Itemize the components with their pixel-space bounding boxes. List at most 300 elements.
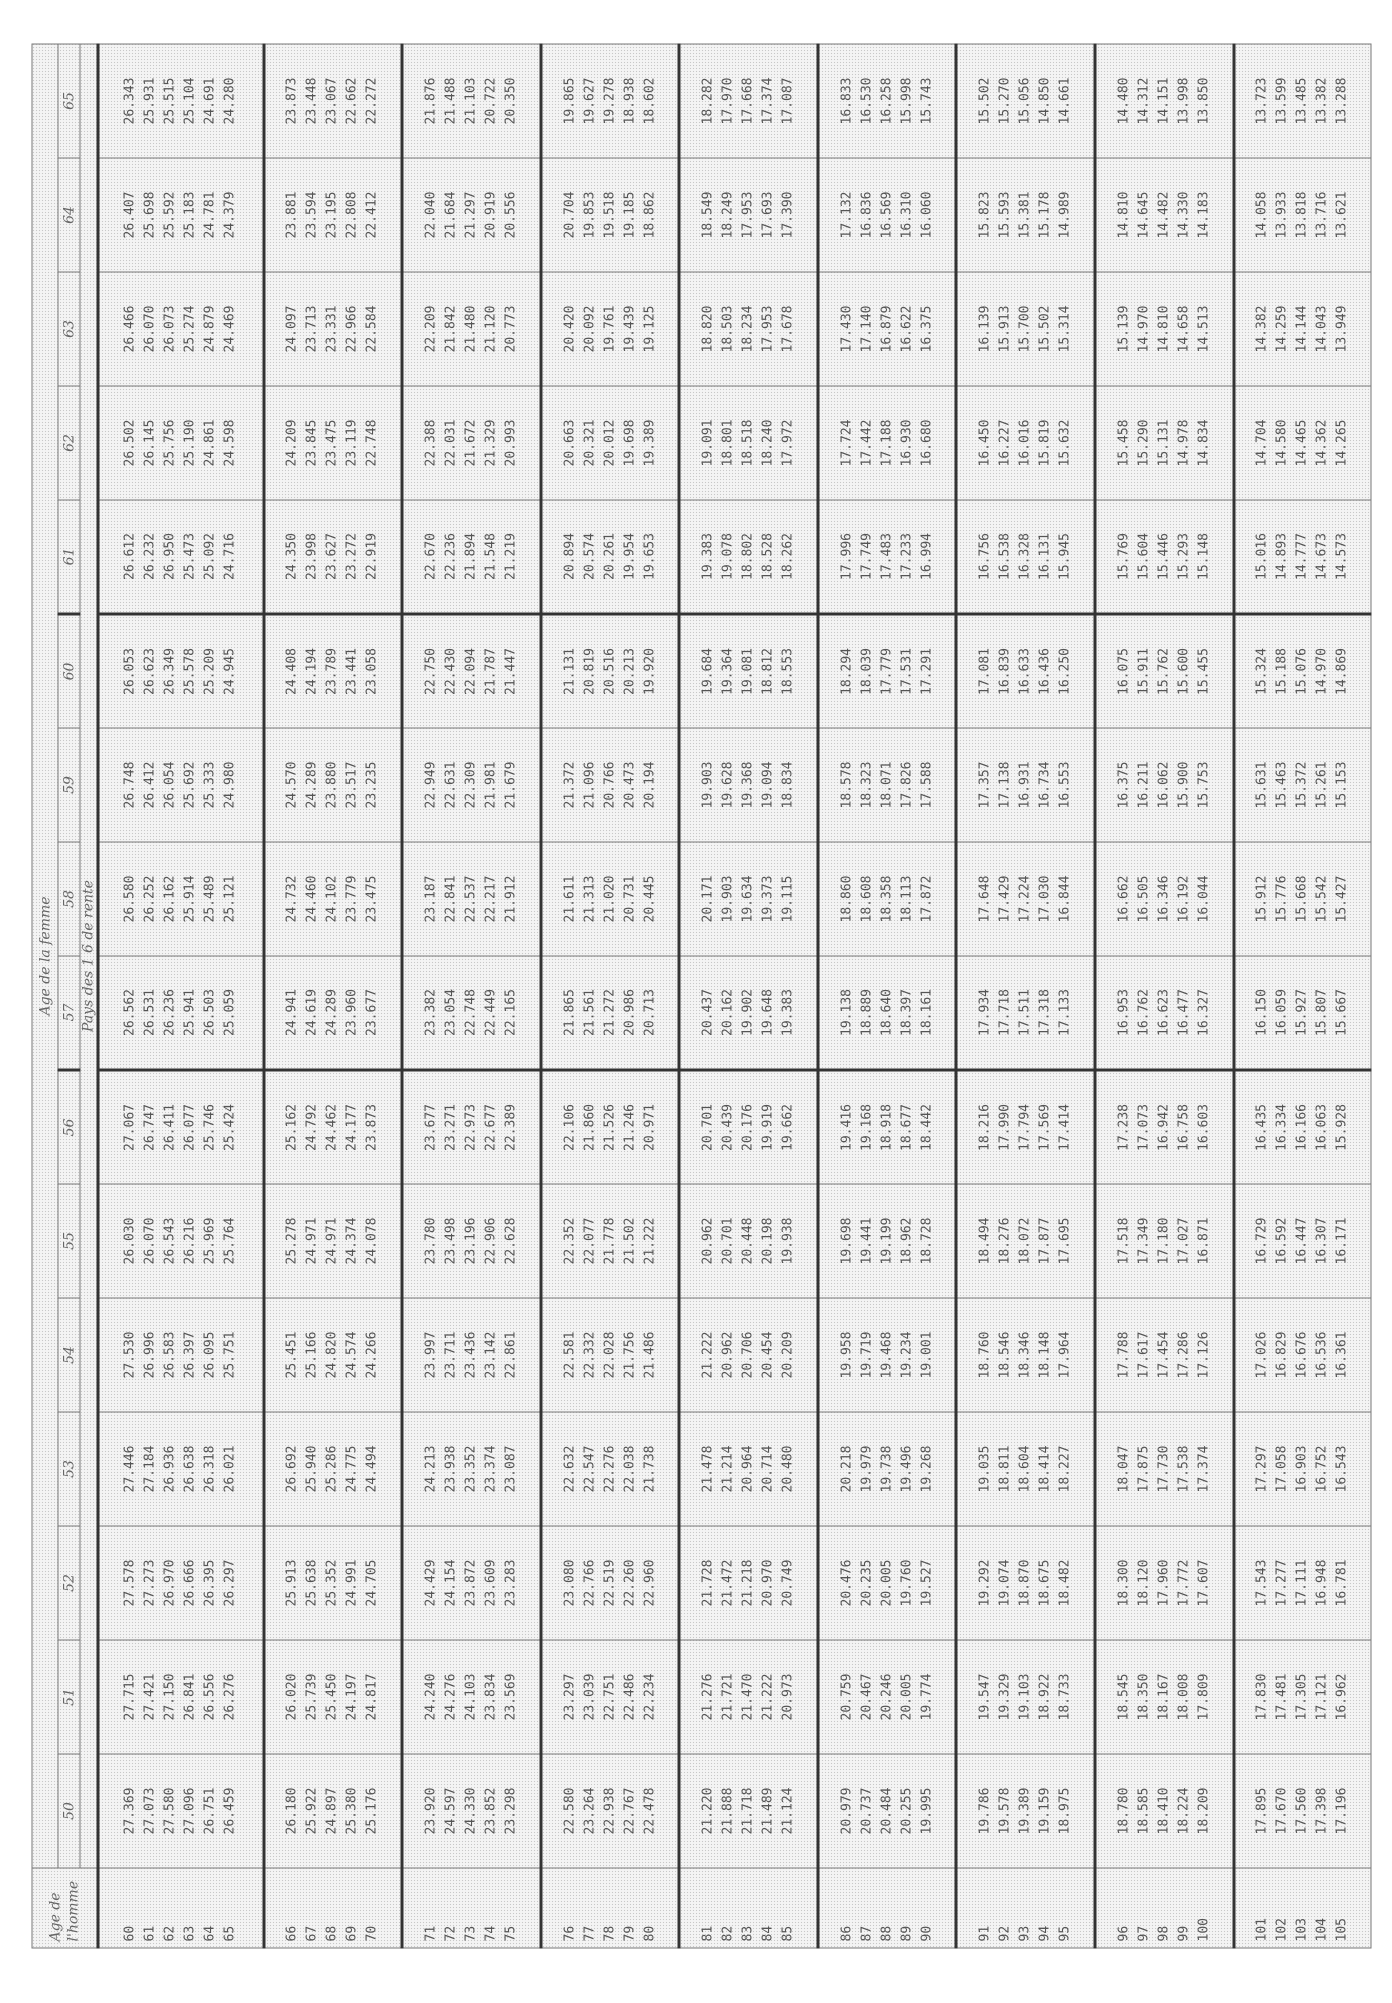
value: 24.716 bbox=[222, 533, 238, 580]
value: 17.277 bbox=[1274, 1559, 1290, 1607]
value: 23.677 bbox=[423, 1104, 439, 1151]
value-cell bbox=[402, 1412, 541, 1526]
value: 26.612 bbox=[122, 533, 138, 580]
value-cell bbox=[679, 1070, 818, 1184]
value: 26.562 bbox=[122, 989, 138, 1036]
table-row bbox=[264, 44, 403, 1948]
value: 15.372 bbox=[1294, 761, 1310, 809]
value: 22.260 bbox=[622, 1559, 637, 1607]
value: 17.398 bbox=[1314, 1787, 1330, 1835]
value: 26.556 bbox=[202, 1673, 218, 1721]
value-cell bbox=[264, 272, 403, 386]
header-woman-age: Age de la femme bbox=[32, 44, 58, 1868]
value-cell bbox=[98, 1754, 264, 1868]
man-age: 102 bbox=[1274, 1918, 1290, 1942]
value: 17.454 bbox=[1156, 1331, 1172, 1379]
value-cell bbox=[402, 272, 541, 386]
value: 24.820 bbox=[324, 1331, 340, 1379]
value: 17.026 bbox=[1254, 1331, 1270, 1379]
value-cell bbox=[541, 842, 680, 956]
value: 20.198 bbox=[760, 1217, 776, 1265]
value-cell bbox=[956, 1070, 1095, 1184]
value: 20.706 bbox=[740, 1331, 756, 1379]
value: 26.748 bbox=[122, 761, 138, 809]
value: 21.865 bbox=[562, 989, 577, 1036]
value: 15.455 bbox=[1196, 648, 1212, 695]
value: 13.716 bbox=[1314, 191, 1330, 239]
value: 18.346 bbox=[1017, 1331, 1033, 1379]
corner-label-line-1: Age de bbox=[47, 1892, 64, 1942]
value: 19.698 bbox=[622, 419, 637, 467]
man-age: 66 bbox=[284, 1925, 300, 1942]
value: 14.777 bbox=[1294, 533, 1310, 580]
value: 17.996 bbox=[839, 533, 855, 580]
value: 19.496 bbox=[899, 1445, 915, 1493]
value: 21.981 bbox=[483, 761, 499, 809]
value: 19.995 bbox=[919, 1787, 935, 1835]
value: 22.478 bbox=[642, 1787, 657, 1835]
value: 17.895 bbox=[1254, 1787, 1270, 1835]
value: 18.938 bbox=[622, 77, 637, 125]
value: 15.076 bbox=[1294, 648, 1310, 695]
value: 17.779 bbox=[879, 648, 895, 695]
value: 18.216 bbox=[977, 1104, 993, 1151]
value: 15.270 bbox=[997, 77, 1013, 125]
value: 19.439 bbox=[622, 305, 637, 353]
value: 17.607 bbox=[1196, 1559, 1212, 1607]
corner-label-line-2: l'homme bbox=[65, 1880, 82, 1942]
value: 19.368 bbox=[740, 761, 756, 809]
value: 22.276 bbox=[602, 1445, 617, 1493]
value: 14.465 bbox=[1294, 419, 1310, 467]
value: 23.780 bbox=[423, 1217, 439, 1265]
man-age: 81 bbox=[700, 1925, 716, 1942]
value: 25.333 bbox=[202, 761, 218, 809]
value: 26.077 bbox=[182, 1104, 198, 1151]
value: 17.543 bbox=[1254, 1559, 1270, 1607]
value-cell bbox=[402, 500, 541, 614]
man-age: 94 bbox=[1037, 1925, 1053, 1942]
value: 26.638 bbox=[182, 1445, 198, 1493]
value: 20.005 bbox=[899, 1673, 915, 1721]
value: 18.234 bbox=[740, 305, 756, 353]
value-cell bbox=[402, 842, 541, 956]
value-cell bbox=[402, 158, 541, 272]
value: 17.073 bbox=[1136, 1104, 1152, 1151]
value: 15.604 bbox=[1136, 533, 1152, 580]
value: 23.196 bbox=[463, 1217, 479, 1265]
value: 27.369 bbox=[122, 1787, 138, 1835]
value: 25.969 bbox=[202, 1217, 218, 1265]
value: 16.192 bbox=[1176, 875, 1192, 923]
value: 22.861 bbox=[503, 1331, 519, 1379]
value: 19.698 bbox=[839, 1217, 855, 1265]
value: 21.096 bbox=[582, 761, 597, 809]
value: 15.762 bbox=[1156, 648, 1172, 695]
man-age-cell bbox=[818, 1868, 957, 1948]
table-row bbox=[956, 44, 1095, 1948]
value: 26.841 bbox=[182, 1673, 198, 1721]
value: 21.222 bbox=[642, 1217, 657, 1265]
value: 14.989 bbox=[1057, 191, 1073, 239]
value: 17.970 bbox=[720, 77, 736, 125]
value: 20.255 bbox=[899, 1787, 915, 1835]
value: 18.820 bbox=[700, 305, 716, 353]
value-cell bbox=[1234, 44, 1371, 158]
value: 19.125 bbox=[642, 305, 657, 353]
value: 23.920 bbox=[423, 1787, 439, 1835]
value: 24.817 bbox=[364, 1673, 380, 1721]
value-cell bbox=[541, 1070, 680, 1184]
value: 18.323 bbox=[859, 761, 875, 809]
value: 21.728 bbox=[700, 1559, 716, 1607]
value: 17.560 bbox=[1294, 1787, 1310, 1835]
value: 23.272 bbox=[344, 533, 360, 580]
value: 26.666 bbox=[182, 1559, 198, 1607]
value: 14.978 bbox=[1176, 419, 1192, 467]
value: 18.578 bbox=[839, 761, 855, 809]
value: 19.920 bbox=[642, 648, 657, 695]
value: 18.039 bbox=[859, 648, 875, 695]
value: 21.020 bbox=[602, 875, 617, 923]
value: 18.358 bbox=[879, 875, 895, 923]
value: 24.597 bbox=[443, 1787, 459, 1835]
value: 18.604 bbox=[1017, 1445, 1033, 1493]
value: 20.476 bbox=[839, 1559, 855, 1607]
value: 24.775 bbox=[344, 1445, 360, 1493]
value-cell bbox=[679, 1754, 818, 1868]
value: 15.427 bbox=[1334, 875, 1350, 923]
value: 17.318 bbox=[1037, 989, 1053, 1036]
value: 27.096 bbox=[182, 1787, 198, 1835]
value: 25.352 bbox=[324, 1559, 340, 1607]
value: 17.794 bbox=[1017, 1104, 1033, 1151]
value: 16.839 bbox=[997, 648, 1013, 695]
value: 25.931 bbox=[142, 77, 158, 125]
value: 17.826 bbox=[899, 761, 915, 809]
value: 21.131 bbox=[562, 648, 577, 695]
value-cell bbox=[818, 1184, 957, 1298]
value: 16.131 bbox=[1037, 533, 1053, 580]
value-cell bbox=[679, 614, 818, 728]
man-age: 82 bbox=[720, 1925, 736, 1942]
value: 21.124 bbox=[780, 1787, 796, 1835]
value: 19.441 bbox=[859, 1217, 875, 1265]
value: 21.721 bbox=[720, 1673, 736, 1721]
value: 19.373 bbox=[760, 875, 776, 923]
value: 20.819 bbox=[582, 648, 597, 695]
woman-age-61: 61 bbox=[58, 500, 80, 614]
value: 23.087 bbox=[503, 1445, 519, 1493]
value: 25.941 bbox=[182, 989, 198, 1036]
value: 24.879 bbox=[202, 305, 218, 353]
value: 25.515 bbox=[162, 77, 178, 125]
value: 26.053 bbox=[122, 648, 138, 695]
value: 22.106 bbox=[562, 1104, 577, 1151]
value-cell bbox=[818, 158, 957, 272]
value: 20.574 bbox=[582, 533, 597, 580]
value: 20.516 bbox=[602, 648, 617, 695]
value: 19.389 bbox=[1017, 1787, 1033, 1835]
value: 23.187 bbox=[423, 875, 439, 923]
value-cell bbox=[956, 1526, 1095, 1640]
value: 16.250 bbox=[1057, 648, 1073, 695]
value: 14.970 bbox=[1314, 648, 1330, 695]
value: 23.594 bbox=[304, 191, 320, 239]
value: 19.578 bbox=[997, 1787, 1013, 1835]
man-age-cell bbox=[98, 1868, 264, 1948]
value: 17.693 bbox=[760, 191, 776, 239]
man-age: 62 bbox=[162, 1925, 178, 1942]
value: 14.183 bbox=[1196, 191, 1212, 239]
woman-age-52: 52 bbox=[58, 1526, 80, 1640]
value: 20.962 bbox=[700, 1217, 716, 1265]
value: 17.374 bbox=[1196, 1445, 1212, 1493]
value: 26.343 bbox=[122, 77, 138, 125]
value-cell bbox=[818, 1298, 957, 1412]
man-age: 63 bbox=[182, 1925, 198, 1942]
value: 21.718 bbox=[740, 1787, 756, 1835]
man-age: 87 bbox=[859, 1925, 875, 1942]
value: 15.293 bbox=[1176, 533, 1192, 580]
value: 22.750 bbox=[423, 648, 439, 695]
value-cell bbox=[818, 272, 957, 386]
value: 26.021 bbox=[222, 1445, 238, 1493]
value: 18.282 bbox=[700, 77, 716, 125]
value: 25.692 bbox=[182, 761, 198, 809]
value: 18.072 bbox=[1017, 1217, 1033, 1265]
value: 15.131 bbox=[1156, 419, 1172, 467]
value: 17.132 bbox=[839, 191, 855, 239]
value-cell bbox=[679, 1526, 818, 1640]
value: 21.120 bbox=[483, 305, 499, 353]
value: 24.598 bbox=[222, 419, 238, 467]
value: 14.513 bbox=[1196, 305, 1212, 353]
value: 23.998 bbox=[304, 533, 320, 580]
woman-age-63: 63 bbox=[58, 272, 80, 386]
value: 17.953 bbox=[760, 305, 776, 353]
value: 18.602 bbox=[642, 77, 657, 125]
value: 18.350 bbox=[1136, 1673, 1152, 1721]
value: 16.536 bbox=[1314, 1331, 1330, 1379]
man-age: 104 bbox=[1314, 1918, 1330, 1942]
value: 22.670 bbox=[423, 533, 439, 580]
table-row bbox=[541, 44, 680, 1948]
value-cell bbox=[264, 386, 403, 500]
value: 18.494 bbox=[977, 1217, 993, 1265]
value: 15.139 bbox=[1116, 305, 1132, 353]
value: 18.518 bbox=[740, 419, 756, 467]
value: 23.298 bbox=[503, 1787, 519, 1835]
woman-age-64: 64 bbox=[58, 158, 80, 272]
value: 20.454 bbox=[760, 1331, 776, 1379]
value: 23.609 bbox=[483, 1559, 499, 1607]
value: 25.209 bbox=[202, 648, 218, 695]
value-cell bbox=[1095, 956, 1234, 1070]
value: 18.008 bbox=[1176, 1673, 1192, 1721]
woman-age-56: 56 bbox=[58, 1070, 80, 1184]
value: 19.979 bbox=[859, 1445, 875, 1493]
value: 16.953 bbox=[1116, 989, 1132, 1036]
value: 20.162 bbox=[720, 989, 736, 1036]
value: 19.094 bbox=[760, 761, 776, 809]
value: 23.054 bbox=[443, 989, 459, 1036]
value: 24.280 bbox=[222, 77, 238, 125]
value: 18.161 bbox=[919, 989, 935, 1036]
value: 18.397 bbox=[899, 989, 915, 1036]
value: 20.993 bbox=[503, 419, 519, 467]
value-cell bbox=[264, 728, 403, 842]
value: 16.139 bbox=[977, 305, 993, 353]
value: 24.102 bbox=[324, 875, 340, 923]
value: 17.788 bbox=[1116, 1331, 1132, 1379]
value-cell bbox=[679, 1184, 818, 1298]
value: 24.330 bbox=[463, 1787, 479, 1835]
value: 17.538 bbox=[1176, 1445, 1192, 1493]
value: 21.103 bbox=[463, 77, 479, 125]
value: 21.214 bbox=[720, 1445, 736, 1493]
value: 26.252 bbox=[142, 875, 158, 923]
value: 15.928 bbox=[1334, 1104, 1350, 1151]
value: 16.962 bbox=[1334, 1673, 1350, 1721]
value: 23.873 bbox=[284, 77, 300, 125]
value: 20.701 bbox=[720, 1217, 736, 1265]
value: 20.556 bbox=[503, 191, 519, 239]
value: 15.463 bbox=[1274, 761, 1290, 809]
value: 20.235 bbox=[859, 1559, 875, 1607]
value: 18.780 bbox=[1116, 1787, 1132, 1835]
value: 21.679 bbox=[503, 761, 519, 809]
value: 18.922 bbox=[1037, 1673, 1053, 1721]
value: 14.661 bbox=[1057, 77, 1073, 125]
value: 15.153 bbox=[1334, 761, 1350, 809]
value: 16.836 bbox=[859, 191, 875, 239]
value: 20.894 bbox=[562, 533, 577, 580]
value: 23.713 bbox=[304, 305, 320, 353]
value: 14.645 bbox=[1136, 191, 1152, 239]
value: 19.074 bbox=[997, 1559, 1013, 1607]
value: 16.942 bbox=[1156, 1104, 1172, 1151]
value: 26.095 bbox=[202, 1331, 218, 1379]
value: 14.259 bbox=[1274, 305, 1290, 353]
value-cell bbox=[1234, 386, 1371, 500]
value: 16.436 bbox=[1037, 648, 1053, 695]
value: 15.458 bbox=[1116, 419, 1132, 467]
value: 17.030 bbox=[1037, 875, 1053, 923]
value: 16.062 bbox=[1156, 761, 1172, 809]
value: 23.448 bbox=[304, 77, 320, 125]
value: 18.889 bbox=[859, 989, 875, 1036]
value: 27.715 bbox=[122, 1673, 138, 1721]
value: 22.628 bbox=[503, 1217, 519, 1265]
man-age: 90 bbox=[919, 1925, 935, 1942]
value-cell bbox=[402, 386, 541, 500]
value-cell bbox=[679, 386, 818, 500]
value-cell bbox=[679, 1640, 818, 1754]
value: 13.599 bbox=[1274, 77, 1290, 125]
value: 17.830 bbox=[1254, 1673, 1270, 1721]
value: 21.218 bbox=[740, 1559, 756, 1607]
value: 26.411 bbox=[162, 1104, 178, 1151]
value: 23.080 bbox=[562, 1559, 577, 1607]
value: 23.119 bbox=[344, 419, 360, 467]
annuity-table bbox=[32, 44, 1372, 1949]
value-cell bbox=[679, 158, 818, 272]
value-cell bbox=[402, 1526, 541, 1640]
man-age: 80 bbox=[642, 1925, 657, 1942]
value-cell bbox=[264, 1412, 403, 1526]
value: 21.276 bbox=[700, 1673, 716, 1721]
value-cell bbox=[956, 500, 1095, 614]
man-age: 96 bbox=[1116, 1925, 1132, 1942]
value: 24.194 bbox=[304, 648, 320, 695]
value: 25.913 bbox=[284, 1559, 300, 1607]
value-cell bbox=[264, 1070, 403, 1184]
value-cell bbox=[818, 500, 957, 614]
value: 17.180 bbox=[1156, 1217, 1172, 1265]
value: 19.653 bbox=[642, 533, 657, 580]
man-age: 71 bbox=[423, 1925, 439, 1942]
value-cell bbox=[1234, 500, 1371, 614]
value: 26.407 bbox=[122, 191, 138, 239]
value: 22.094 bbox=[463, 648, 479, 695]
value: 15.912 bbox=[1254, 875, 1270, 923]
man-age: 77 bbox=[582, 1925, 597, 1942]
value: 21.888 bbox=[720, 1787, 736, 1835]
value: 17.291 bbox=[919, 648, 935, 695]
value: 20.663 bbox=[562, 419, 577, 467]
value: 15.823 bbox=[977, 191, 993, 239]
value: 19.853 bbox=[582, 191, 597, 239]
value-cell bbox=[98, 614, 264, 728]
value: 24.213 bbox=[423, 1445, 439, 1493]
man-age: 60 bbox=[122, 1925, 138, 1942]
value: 23.264 bbox=[582, 1787, 597, 1835]
value: 23.845 bbox=[304, 419, 320, 467]
value-cell bbox=[679, 842, 818, 956]
value: 22.217 bbox=[483, 875, 499, 923]
value: 25.274 bbox=[182, 305, 198, 353]
value: 20.704 bbox=[562, 191, 577, 239]
value-cell bbox=[402, 1754, 541, 1868]
value-cell bbox=[956, 956, 1095, 1070]
value: 20.473 bbox=[622, 761, 637, 809]
man-age: 75 bbox=[503, 1925, 519, 1942]
value: 19.527 bbox=[919, 1559, 935, 1607]
value-cell bbox=[956, 1298, 1095, 1412]
value: 17.087 bbox=[780, 77, 796, 125]
man-age: 73 bbox=[463, 1925, 479, 1942]
value: 17.730 bbox=[1156, 1445, 1172, 1493]
value: 16.435 bbox=[1254, 1104, 1270, 1151]
value: 15.542 bbox=[1314, 875, 1330, 923]
value: 26.030 bbox=[122, 1217, 138, 1265]
man-age-cell bbox=[1095, 1868, 1234, 1948]
value: 16.075 bbox=[1116, 648, 1132, 695]
value: 24.781 bbox=[202, 191, 218, 239]
value: 22.486 bbox=[622, 1673, 637, 1721]
value: 20.773 bbox=[503, 305, 519, 353]
value: 17.724 bbox=[839, 419, 855, 467]
value-cell bbox=[1095, 1298, 1234, 1412]
value-cell bbox=[264, 614, 403, 728]
value: 24.266 bbox=[364, 1331, 380, 1379]
value: 27.273 bbox=[142, 1559, 158, 1607]
value: 23.627 bbox=[324, 533, 340, 580]
value: 19.185 bbox=[622, 191, 637, 239]
value: 24.691 bbox=[202, 77, 218, 125]
value: 16.258 bbox=[879, 77, 895, 125]
